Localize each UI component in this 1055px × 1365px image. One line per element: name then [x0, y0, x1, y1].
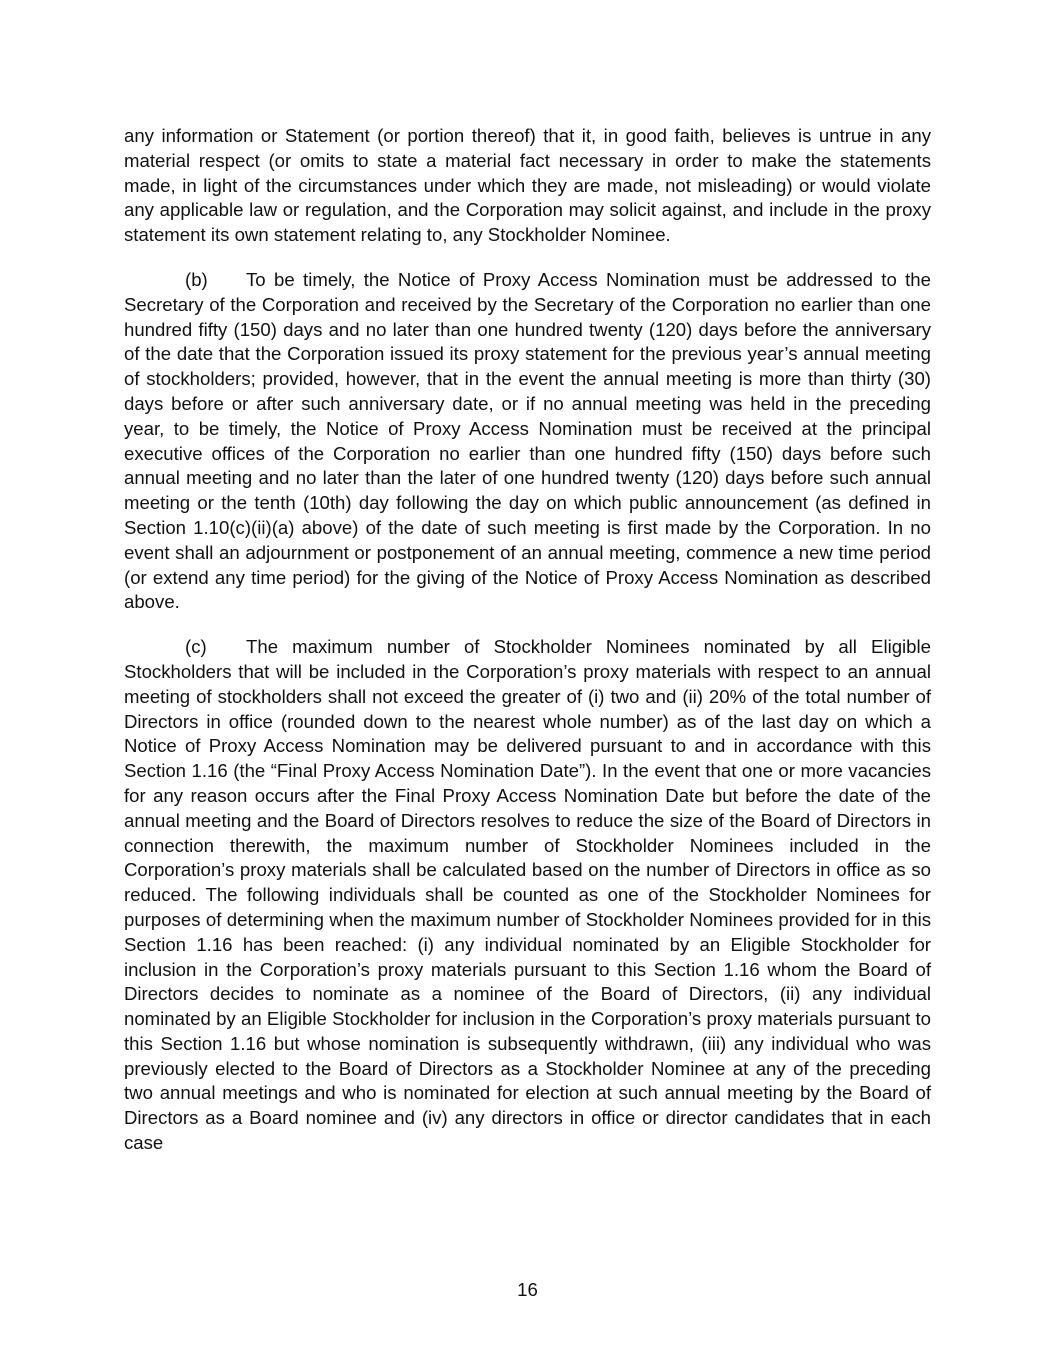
paragraph-marker: (b): [185, 268, 208, 290]
paragraph-c: [124, 635, 931, 1156]
paragraph-marker: (c): [185, 636, 207, 658]
paragraph-continuation: [124, 124, 931, 248]
paragraph-text: The maximum number of Stockholder Nominees nominated by all Eligible Stockholders that will be included in the Corporation’s proxy materials with respect to an annual meeting of stockholders shall not exceed the greater of (i) two and (ii) 20% of the total number of Directors in office (rounded down to the nearest whole number) as of the last day on which a Notice of Proxy Access Nomination may be delivered pursuant to and in accordance with this Section 1.16 (the “Final Proxy Access Nomination Date”). In the event that one or more vacancies for any reason occurs after the Final Proxy Access Nomination Date but before the date of the annual meeting and the Board of Directors resolves to reduce the size of the Board of Directors in connection therewith, the maximum number of Stockholder Nominees included in the Corporation’s proxy materials shall be calculated based on the number of Directors in office as so reduced. The following individuals shall be counted as one of the Stockholder Nominees for purposes of determining when the maximum number of Stockholder Nominees provided for in this Section 1.16 has been reached: (i) any individual nominated by an Eligible Stockholder for inclusion in the Corporation’s proxy materials pursuant to this Section 1.16 whom the Board of Directors decides to nominate as a nominee of the Board of Directors, (ii) any individual nominated by an Eligible Stockholder for inclusion in the Corporation’s proxy materials pursuant to this Section 1.16 but whose nomination is subsequently withdrawn, (iii) any individual who was previously elected to the Board of Directors as a Stockholder Nominee at any of the preceding two annual meetings and who is nominated for election at such annual meeting by the Board of Directors as a Board nominee and (iv) any directors in office or director candidates that in each case: [124, 636, 931, 1154]
paragraph-text: any information or Statement (or portion thereof) that it, in good faith, believes is untrue in any material respect (or omits to state a material fact necessary in order to make the statements made, in light of the circumstances under which they are made, not misleading) or would violate any applicable law or regulation, and the Corporation may solicit against, and include in the proxy statement its own statement relating to, any Stockholder Nominee.: [124, 125, 931, 246]
paragraph-text: To be timely, the Notice of Proxy Access Nomination must be addressed to the Secretary of the Corporation and received by the Secretary of the Corporation no earlier than one hundred fifty (150) days and no later than one hundred twenty (120) days before the anniversary of the date that the Corporation issued its proxy statement for the previous year’s annual meeting of stockholders; provided, however, that in the event the annual meeting is more than thirty (30) days before or after such anniversary date, or if no annual meeting was held in the preceding year, to be timely, the Notice of Proxy Access Nomination must be received at the principal executive offices of the Corporation no earlier than one hundred fifty (150) days before such annual meeting and no later than the later of one hundred twenty (120) days before such annual meeting or the tenth (10th) day following the day on which public announcement (as defined in Section 1.10(c)(ii)(a) above) of the date of such meeting is first made by the Corporation. In no event shall an adjournment or postponement of an annual meeting, commence a new time period (or extend any time period) for the giving of the Notice of Proxy Access Nomination as described above.: [124, 268, 931, 613]
page-number: 16: [517, 1279, 538, 1300]
paragraph-b: [124, 268, 931, 615]
document-body: [124, 124, 931, 1176]
